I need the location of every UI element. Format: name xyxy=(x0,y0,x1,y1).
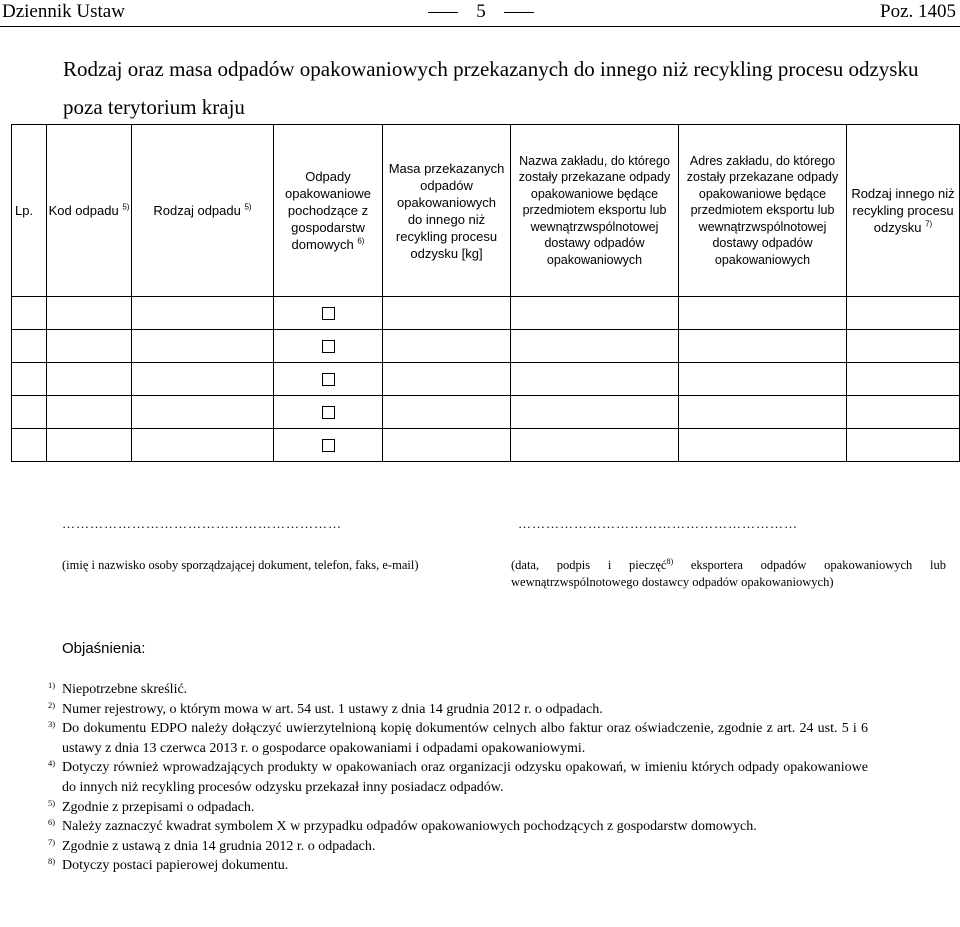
footnote-number: 1) xyxy=(48,680,56,690)
table-cell[interactable] xyxy=(12,429,47,462)
footnote-item xyxy=(48,837,868,857)
col-masa: Masa przekazanych odpadów opakowaniowych do innego niż recykling procesu odzysku [kg] xyxy=(383,125,511,297)
form-title: Rodzaj oraz masa odpadów opakowaniowych przekazanych do innego niż recykling procesu odzysku poza terytorium kraju xyxy=(63,57,919,119)
signature-caption-left: (imię i nazwisko osoby sporządzającej dokument, telefon, faks, e-mail) xyxy=(62,558,419,572)
table-cell[interactable] xyxy=(679,297,847,330)
page-header xyxy=(0,0,960,27)
table-cell[interactable] xyxy=(12,396,47,429)
footnote-item xyxy=(48,758,868,797)
footnote-item xyxy=(48,798,868,818)
signature-caption-right: (data, podpis i pieczęć$^{8)}$ eksportera odpadów opakowaniowych lub wewnątrzwspólnotowego dostawcy odpadów opakowaniowych) xyxy=(511,556,946,589)
position-number: Poz. 1405 xyxy=(880,1,956,22)
table-row xyxy=(12,396,960,429)
household-waste-checkbox[interactable] xyxy=(322,373,335,386)
table-cell[interactable] xyxy=(132,396,274,429)
table-cell[interactable] xyxy=(511,330,679,363)
table-cell[interactable] xyxy=(47,429,132,462)
footnotes xyxy=(48,680,868,876)
table-cell[interactable] xyxy=(274,330,383,363)
household-waste-checkbox[interactable] xyxy=(322,340,335,353)
table-cell[interactable] xyxy=(679,429,847,462)
footnote-text: Numer rejestrowy, o którym mowa w art. 54 ust. 1 ustawy z dnia 14 grudnia 2012 r. o odpadach. xyxy=(62,701,603,717)
table-cell[interactable] xyxy=(274,297,383,330)
table-cell[interactable] xyxy=(679,330,847,363)
table-cell[interactable] xyxy=(511,363,679,396)
footnote-item xyxy=(48,719,868,758)
table-cell[interactable] xyxy=(12,363,47,396)
col-kod-odpadu: Kod odpadu $^{5)}$ xyxy=(47,125,132,297)
journal-name: Dziennik Ustaw xyxy=(2,1,125,22)
footnote-number: 5) xyxy=(48,797,56,808)
table-cell[interactable] xyxy=(12,330,47,363)
table-cell[interactable] xyxy=(511,396,679,429)
footnote-number: 3) xyxy=(48,719,56,730)
footnote-number: 2) xyxy=(48,699,56,710)
table-cell[interactable] xyxy=(847,396,960,429)
table-cell[interactable] xyxy=(847,330,960,363)
page-number: 5 xyxy=(464,1,498,23)
col-nazwa-zakladu: Nazwa zakładu, do którego zostały przekazane odpady opakowaniowe będące przedmiotem eksportu lub wewnątrzwspólnotowej dostawy odpadów opakowaniowych xyxy=(511,125,679,297)
table-cell[interactable] xyxy=(383,429,511,462)
footnote-item xyxy=(48,817,868,837)
footnote-text: Zgodnie z przepisami o odpadach. xyxy=(62,799,255,815)
table-cell[interactable] xyxy=(383,297,511,330)
footnote-item xyxy=(48,856,868,876)
col-lp: Lp. xyxy=(12,125,47,297)
table-cell[interactable] xyxy=(12,297,47,330)
table-cell[interactable] xyxy=(847,363,960,396)
table-cell[interactable] xyxy=(511,297,679,330)
waste-table xyxy=(11,124,960,462)
table-cell[interactable] xyxy=(274,363,383,396)
table-cell[interactable] xyxy=(132,330,274,363)
table-cell[interactable] xyxy=(847,297,960,330)
table-row xyxy=(12,429,960,462)
footnote-text: Zgodnie z ustawą z dnia 14 grudnia 2012 r. o odpadach. xyxy=(62,838,376,854)
signature-line-left: …………………………………………………… xyxy=(62,516,342,531)
table-cell[interactable] xyxy=(47,363,132,396)
household-waste-checkbox[interactable] xyxy=(322,439,335,452)
table-cell[interactable] xyxy=(47,396,132,429)
table-row xyxy=(12,297,960,330)
household-waste-checkbox[interactable] xyxy=(322,307,335,320)
table-cell[interactable] xyxy=(679,396,847,429)
signature-line-right: …………………………………………………… xyxy=(518,516,798,531)
table-row xyxy=(12,363,960,396)
table-header-row xyxy=(12,125,960,297)
table-cell[interactable] xyxy=(383,330,511,363)
footnote-item xyxy=(48,680,868,700)
col-rodzaj-odpadu: Rodzaj odpadu $^{5)}$ xyxy=(132,125,274,297)
household-waste-checkbox[interactable] xyxy=(322,406,335,419)
col-rodzaj-procesu: Rodzaj innego niż recykling procesu odzysku $^{7)}$ xyxy=(847,125,960,297)
col-adres-zakladu: Adres zakładu, do którego zostały przekazane odpady opakowaniowe będące przedmiotem eksportu lub wewnątrzwspólnotowej dostawy odpadów opakowaniowych xyxy=(679,125,847,297)
explanations-heading: Objaśnienia: xyxy=(62,640,146,657)
footnote-number: 6) xyxy=(48,817,56,828)
footnote-text: Należy zaznaczyć kwadrat symbolem X w przypadku odpadów opakowaniowych pochodzących z gospodarstw domowych. xyxy=(62,819,757,835)
footnote-text: Niepotrzebne skreślić. xyxy=(62,682,188,697)
table-cell[interactable] xyxy=(132,297,274,330)
table-row xyxy=(12,330,960,363)
table-cell[interactable] xyxy=(679,363,847,396)
table-cell[interactable] xyxy=(383,363,511,396)
table-cell[interactable] xyxy=(47,330,132,363)
table-cell[interactable] xyxy=(132,429,274,462)
footnote-text: Dotyczy postaci papierowej dokumentu. xyxy=(62,858,289,874)
footnote-text: Do dokumentu EDPO należy dołączyć uwierzytelnioną kopię dokumentów celnych albo faktur oraz oświadczenie, zgodnie z art. 24 ust. 5 i 6 ustawy z dnia 13 czerwca 2013 r. o gospodarce opakowaniami i odpadami opakowaniowymi. xyxy=(62,721,868,756)
footnote-number: 7) xyxy=(48,836,56,847)
col-odpady-domowe: Odpady opakowaniowe pochodzące z gospodarstw domowych $^{6)}$ xyxy=(274,125,383,297)
table-cell[interactable] xyxy=(383,396,511,429)
footnote-number: 4) xyxy=(48,758,56,769)
table-cell[interactable] xyxy=(132,363,274,396)
table-cell[interactable] xyxy=(274,429,383,462)
footnote-number: 8) xyxy=(48,856,56,867)
table-cell[interactable] xyxy=(274,396,383,429)
footnote-text: Dotyczy również wprowadzających produkty w opakowaniach oraz organizacji odzysku opakowań, w imieniu których odpady opakowaniowe do innych niż recykling procesów odzysku przekazał inny posiadacz odpadów. xyxy=(62,760,868,795)
table-cell[interactable] xyxy=(47,297,132,330)
footnote-item xyxy=(48,700,868,720)
table-cell[interactable] xyxy=(847,429,960,462)
table-cell[interactable] xyxy=(511,429,679,462)
